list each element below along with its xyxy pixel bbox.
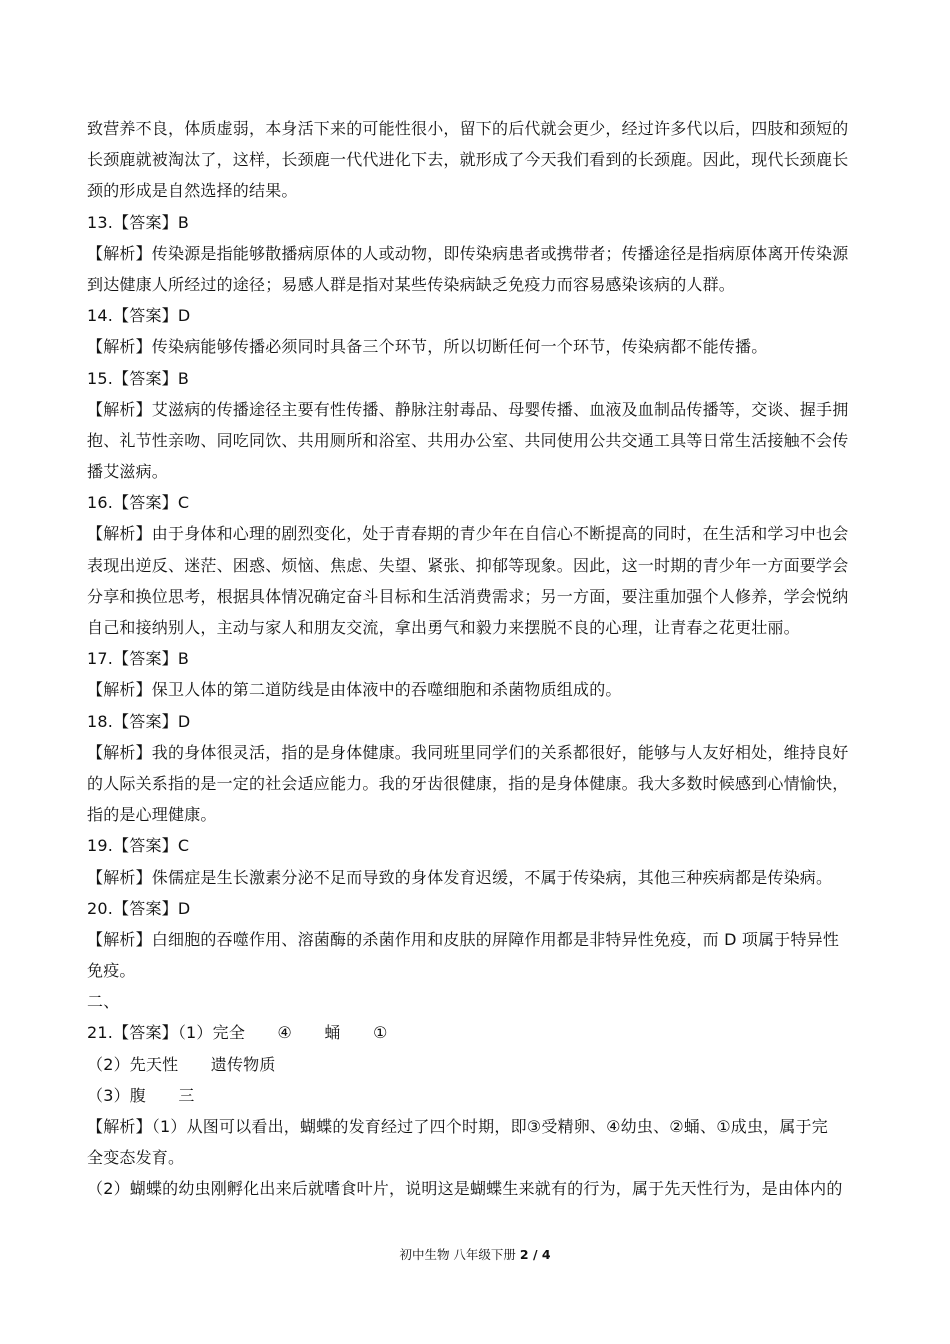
- text-line: 【解析】保卫人体的第二道防线是由体液中的吞噬细胞和杀菌物质组成的。: [87, 680, 622, 700]
- answer-heading-15: 15.【答案】B: [87, 368, 190, 388]
- text-line: 长颈鹿就被淘汰了，这样，长颈鹿一代代进化下去，就形成了今天我们看到的长颈鹿。因此，现代长颈鹿长: [87, 150, 849, 170]
- text-line: 的人际关系指的是一定的社会适应能力。我的牙齿很健康，指的是身体健康。我大多数时候感到心情愉快，: [87, 773, 849, 793]
- answer-heading-17: 17.【答案】B: [87, 649, 190, 669]
- answer-heading-21: 21.【答案】（1）完全 ④ 蛹 ①: [87, 1023, 388, 1043]
- text-line: （3）腹 三: [87, 1085, 195, 1105]
- text-line: 到达健康人所经过的途径；易感人群是指对某些传染病缺乏免疫力而容易感染该病的人群。: [87, 274, 736, 294]
- section-heading: 二、: [87, 992, 120, 1012]
- answer-heading-13: 13.【答案】B: [87, 212, 190, 232]
- answer-heading-14: 14.【答案】D: [87, 306, 191, 326]
- text-line: 表现出逆反、迷茫、困惑、烦恼、焦虑、失望、紧张、抑郁等现象。因此，这一时期的青少年一方面要学会: [87, 555, 849, 575]
- text-line: 致营养不良，体质虚弱，本身活下来的可能性很小，留下的后代就会更少，经过许多代以后，四肢和颈短的: [87, 119, 849, 138]
- page-footer: [0, 1245, 950, 1263]
- text-line: 抱、礼节性亲吻、同吃同饮、共用厕所和浴室、共用办公室、共同使用公共交通工具等日常生活接触不会传: [87, 430, 849, 450]
- text-line: 分享和换位思考，根据具体情况确定奋斗目标和生活消费需求；另一方面，要注重加强个人修养，学会悦纳: [87, 586, 849, 606]
- answer-heading-18: 18.【答案】D: [87, 711, 191, 731]
- footer-subject: 初中生物 八年级下册: [399, 1247, 520, 1262]
- text-line: （2）蝴蝶的幼虫刚孵化出来后就嗜食叶片，说明这是蝴蝶生来就有的行为，属于先天性行为，是由体内的: [87, 1179, 843, 1199]
- text-line: （2）先天性 遗传物质: [87, 1054, 276, 1074]
- answer-heading-20: 20.【答案】D: [87, 898, 191, 918]
- text-line: 全变态发育。: [87, 1148, 185, 1168]
- text-line: 播艾滋病。: [87, 462, 169, 482]
- answer-heading-19: 19.【答案】C: [87, 836, 190, 856]
- text-line: 免疫。: [87, 961, 136, 981]
- text-line: 【解析】传染源是指能够散播病原体的人或动物，即传染病患者或携带者；传播途径是指病原体离开传染源: [87, 243, 849, 263]
- text-line: 【解析】白细胞的吞噬作用、溶菌酶的杀菌作用和皮肤的屏障作用都是非特异性免疫，而 D 项属于特异性: [87, 929, 840, 949]
- text-line: 自己和接纳别人，主动与家人和朋友交流，拿出勇气和毅力来摆脱不良的心理，让青春之花更壮丽。: [87, 618, 800, 637]
- text-line: 【解析】传染病能够传播必须同时具备三个环节，所以切断任何一个环节，传染病都不能传播。: [87, 337, 768, 357]
- text-line: 颈的形成是自然选择的结果。: [87, 181, 298, 201]
- answer-text-body: [87, 113, 877, 1205]
- text-line: 【解析】我的身体很灵活，指的是身体健康。我同班里同学们的关系都很好，能够与人友好相处，维持良好: [87, 742, 849, 762]
- text-line: 【解析】（1）从图可以看出，蝴蝶的发育经过了四个时期，即③受精卵、④幼虫、②蛹、①成虫，属于完: [87, 1117, 828, 1136]
- text-line: 【解析】由于身体和心理的剧烈变化，处于青春期的青少年在自信心不断提高的同时，在生活和学习中也会: [87, 524, 849, 544]
- answer-heading-16: 16.【答案】C: [87, 493, 190, 513]
- text-line: 指的是心理健康。: [87, 805, 217, 825]
- text-line: 【解析】艾滋病的传播途径主要有性传播、静脉注射毒品、母婴传播、血液及血制品传播等，交谈、握手拥: [87, 399, 849, 419]
- text-line: 【解析】侏儒症是生长激素分泌不足而导致的身体发育迟缓，不属于传染病，其他三种疾病都是传染病。: [87, 867, 833, 887]
- page-number: 2 / 4: [519, 1247, 551, 1262]
